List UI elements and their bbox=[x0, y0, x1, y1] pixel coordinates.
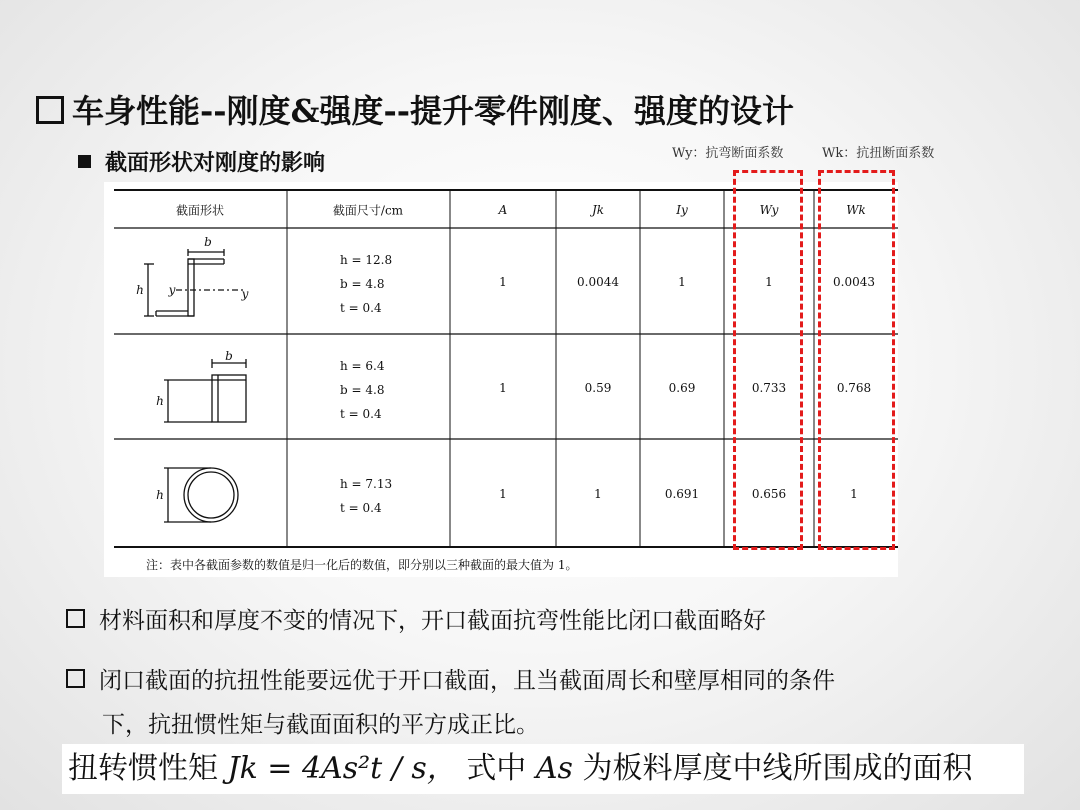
formula-line: 扭转惯性矩 Jk = 4As²t / s， 式中 As 为板料厚度中线所围成的面积 bbox=[62, 744, 1024, 794]
table-note: 注：表中各截面参数的数值是归一化后的数值，即分别以三种截面的最大值为 1。 bbox=[146, 558, 578, 572]
row3-a: 1 bbox=[499, 487, 507, 501]
row2-wk: 0.768 bbox=[836, 381, 872, 395]
formula-expression: Jk = 4As²t / s， bbox=[227, 751, 457, 786]
header-dims: 截面尺寸/cm bbox=[332, 203, 404, 218]
bullet-2: 闭口截面的抗扭性能要远优于开口截面，且当截面周长和壁厚相同的条件 bbox=[66, 662, 835, 695]
header-a: A bbox=[498, 203, 508, 217]
row2-wy: 0.733 bbox=[751, 381, 787, 395]
filled-square-icon bbox=[78, 155, 91, 168]
shape-label-h: h bbox=[136, 283, 144, 297]
highlight-wy-column bbox=[733, 170, 803, 550]
row2-a: 1 bbox=[499, 381, 507, 395]
row2-dims: h = 6.4 b = 4.8 t = 0.4 bbox=[340, 359, 385, 421]
row1-dims: h = 12.8 b = 4.8 t = 0.4 bbox=[340, 253, 393, 315]
checkbox-square-icon bbox=[66, 609, 85, 628]
highlight-wk-column bbox=[818, 170, 895, 550]
checkbox-square-icon bbox=[36, 96, 64, 124]
row3-jk: 1 bbox=[594, 487, 602, 501]
bullet-1: 材料面积和厚度不变的情况下，开口截面抗弯性能比闭口截面略好 bbox=[66, 602, 766, 635]
row1-wk: 0.0043 bbox=[833, 275, 875, 289]
shape-label-b: b bbox=[204, 235, 212, 249]
row1-a: 1 bbox=[499, 275, 507, 289]
header-jk: Jk bbox=[591, 203, 605, 217]
row1-iy: 1 bbox=[678, 275, 686, 289]
bullet-2-continuation: 下，抗扭惯性矩与截面面积的平方成正比。 bbox=[102, 712, 539, 738]
row3-wk: 1 bbox=[850, 487, 858, 501]
row2-iy: 0.69 bbox=[668, 381, 696, 395]
shape-label-y-right: y bbox=[241, 287, 249, 301]
header-shape: 截面形状 bbox=[175, 203, 225, 218]
tube-section-shape bbox=[164, 468, 238, 522]
legend-wk: Wk：抗扭断面系数 bbox=[822, 146, 935, 161]
shape-label-h: h bbox=[156, 394, 164, 408]
shape-label-y-left: y bbox=[168, 283, 176, 297]
checkbox-square-icon bbox=[66, 669, 85, 688]
row1-wy: 1 bbox=[765, 275, 773, 289]
z-section-shape bbox=[144, 249, 244, 316]
header-iy: Iy bbox=[676, 203, 688, 217]
slide-title: 车身性能--刚度&强度--提升零件刚度、强度的设计 bbox=[36, 86, 794, 132]
subtitle: 截面形状对刚度的影响 bbox=[78, 146, 325, 177]
box-section-shape bbox=[164, 359, 246, 422]
shape-label-b: b bbox=[225, 349, 233, 363]
row3-dims: h = 7.13 t = 0.4 bbox=[340, 477, 393, 515]
row3-wy: 0.656 bbox=[751, 487, 787, 501]
row1-jk: 0.0044 bbox=[577, 275, 619, 289]
header-wk: Wk bbox=[846, 203, 866, 217]
formula-variable: As bbox=[535, 751, 573, 786]
shape-label-h: h bbox=[156, 488, 164, 502]
row2-jk: 0.59 bbox=[584, 381, 612, 395]
header-wy: Wy bbox=[759, 203, 779, 217]
row3-iy: 0.691 bbox=[664, 487, 700, 501]
legend-wy: Wy：抗弯断面系数 bbox=[672, 146, 784, 161]
